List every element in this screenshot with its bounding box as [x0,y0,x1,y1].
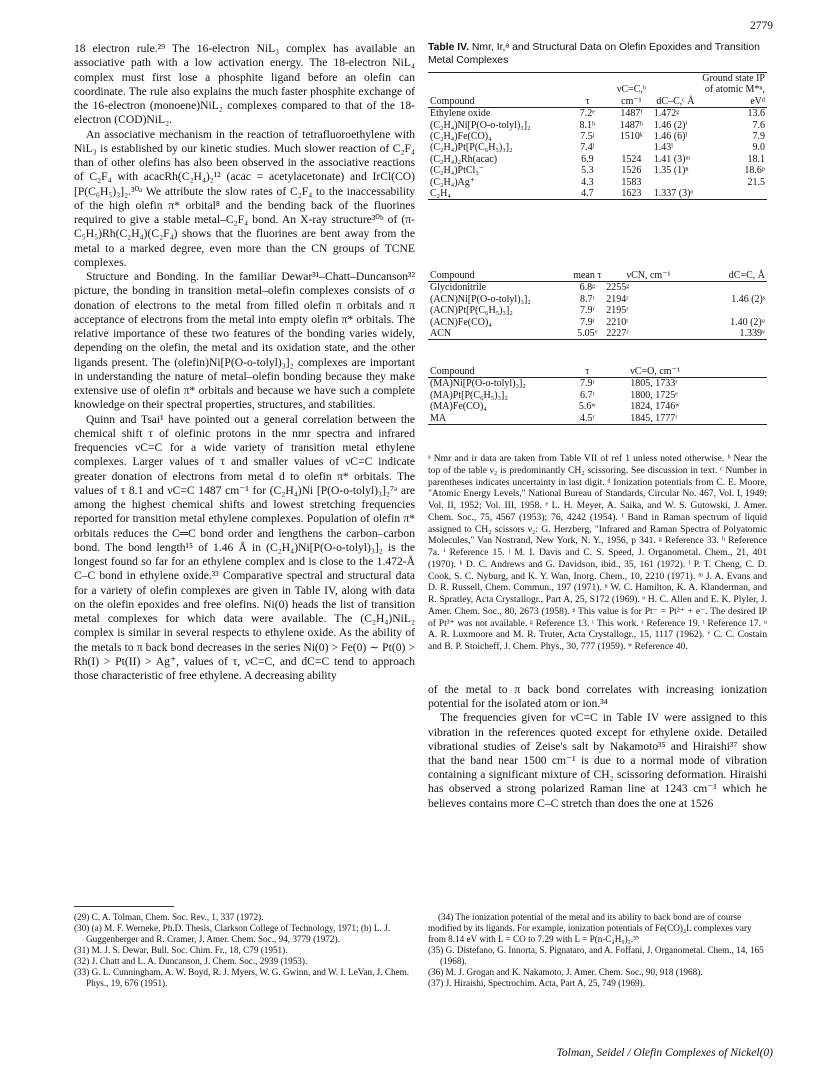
table-cell: (C₂H₄)Fe(CO)₄ [430,131,492,143]
table-cell: (MA)Fe(CO)₄ [430,401,487,413]
footnote-rule [74,906,174,907]
table-cell: 1.46 (2)ⁱ [653,119,688,131]
reference: (33) G. L. Cunningham, A. W. Boyd, R. J. Myers, W. G. Gwinn, and W. I. LeVan, J. Chem. Phys., 19, 676 (1951). [74,967,410,988]
table-cell [693,282,767,294]
table-cell: (C₂H₄)₂Rh(acac) [430,153,498,165]
table-row [428,108,767,120]
table-cell: (C₂H₄)Ag⁺ [430,176,476,188]
table-row [428,317,767,328]
table-cell: ACN [428,328,570,340]
table-cell: Glycidonitrile [430,282,487,294]
paragraph: The frequencies given for νC=C in Table IV were assigned to this vibration in the references quoted except for ethylene oxide. Detailed vibrational studies of Zeise's salt by Nakamoto³⁵ and Hiraishi³⁷ show that the band near 1500 cm⁻¹ is due to a normal mode of vibration containing a significant mixture of CH₂ scissoring deformation. Hiraishi has observed a strong polarized Raman line at 1243 cm⁻¹ which he believes contains more C–C stretch than does the one at 1526 [428,711,767,810]
table-cell: 6.9 [581,153,594,165]
table-cell: 21.5 [747,176,765,188]
table-cell: (MA)Ni[P(O-o-tolyl)₃]₂ [430,378,526,390]
table-row [428,305,767,316]
table-cell: 9.0 [752,142,765,154]
table-row [428,413,767,425]
table-cell: 7.2ᵉ [579,108,595,120]
table-cell: (ACN)Ni[P(O-o-tolyl)₃]₂ [430,293,531,305]
table-cell: 7.9ᵗ [580,316,595,328]
table-cell: 7.9 [752,131,765,143]
table-cell: 7.9ʳ [579,378,595,390]
reference: (32) J. Chatt and L. A. Duncanson, J. Chem. Soc., 2939 (1953). [74,956,308,966]
references-right [428,912,767,989]
paragraph: Quinn and Tsai¹ have pointed out a general correlation between the chemical shift τ of olefinic protons in the nmr spectra and infrared frequencies νC=C for a wide variety of transition metal ethylene complexes. Larger values of τ and smaller values of νC=C indicate greater donation of electrons from metal d to olefin π* orbitals. The values of τ 8.1 and νC=C 1487 cm⁻¹ for (C₂H₄)Ni [P(O-o-tolyl)₃]₂⁷ᵃ are among the highest chemical shifts and lowest stretching frequencies reported for transition metal ethylene complexes. Population of olefin π* orbitals reduces the C═C bond order and lengthens the carbon–carbon bond. The bond length¹⁵ of 1.46 Å in (C₂H₄)Ni[P(O-o-tolyl)₃]₂ is the longest found so far for an ethylene complex and is close to the 1.472-Å C–C bond in ethylene oxide.³³ Comparative spectral and structural data for a variety of olefin complexes are given in Table IV, along with data on the olefin epoxides and free olefins. Ni(0) heads the list of transition metal complexes for which data were available. The (C₂H₄)NiL₂ complex is similar in several respects to ethylene oxide. As the ability of the metals to π back bond decreases in the series Ni(0) > Fe(0) ∼ Pt(0) > Rh(I) > Pt(II) > Ag⁺, values of τ, νC=C, and dC=C tend to approach those characteristic of free ethylene. A decreasing ability [74,412,415,682]
col-header: νCN, cm⁻¹ [604,270,692,282]
table-cell: 1.41 (3)ᵐ [653,153,691,165]
table-cell: 7.4ˡ [580,142,595,154]
paragraph: Structure and Bonding. In the familiar Dewar³¹–Chatt–Duncanson³² picture, the bonding in transition metal–olefin complexes consists of σ donation of electrons to the metal from filled olefin π orbitals and π acceptance of electrons from the metal into empty olefin π* orbitals. The relative importance of these two features of the bonding varies widely, depending on the olefin, the metal and its oxidation state, and the other ligands present. The (olefin)Ni[P(O-o-tolyl)₃]₂ complexes are important in understanding the nature of metal–olefin bonding because they make extensive use of olefin π* orbitals and because we have such a complete knowledge on their spectral properties, structures, and stabilities. [74,270,415,412]
table-cell: 1845, 1777ʳ [604,413,767,425]
table-cell: Ethylene oxide [430,108,491,120]
table-cell: (ACN)Fe(CO)₄ [430,316,492,328]
table-cell: 1623 [611,188,652,200]
running-footer: Tolman, Seidel / Olefin Complexes of Nickel(0) [556,1047,773,1059]
col-header: dC=C, Å [693,270,767,282]
reference: (37) J. Hiraishi, Spectrochim. Acta, Part A, 25, 749 (1969). [428,978,645,988]
table-cell: (MA)Pt[P(C₆H₅)₃]₂ [430,389,508,401]
table-cell: 2210ᵗ [606,316,629,328]
reference: (34) The ionization potential of the metal and its ability to back bond are of course modified by its ligands. For example, ionization potentials of Fe(CO)₄L complexes vary from 8.14 eV with L = CO to 7.29 with L = P(n-C₄H₉)₃.³⁵ [428,912,752,944]
table-cell [652,177,699,188]
reference: (31) M. J. S. Dewar, Bull. Soc. Chim. Fr., 18, C79 (1951). [74,945,288,955]
table-cell: 5.3 [581,165,594,177]
table-cell: 18.6ᵖ [744,165,765,177]
col-header: Compound [428,73,564,108]
table-row [428,188,767,200]
reference: (29) C. A. Tolman, Chem. Soc. Rev., 1, 337 (1972). [74,912,264,922]
paragraph: of the metal to π back bond correlates with increasing ionization potential for the isolated atom or ion.³⁴ [428,683,767,711]
table-row [428,154,767,165]
table-row [428,328,767,340]
table-row [428,120,767,131]
table-cell: 1800, 1725ᵉ [630,389,678,401]
paragraph: 18 electron rule.²⁹ The 16-electron NiL₃ complex has available an associative path with a low activation energy. The 18-electron NiL₄ complex must first lose a phosphite ligand before an olefin can coordinate. The rule also explains the much faster phosphite exchange of the 16-electron (monoene)NiL₂ complexes compared to that of the 18-electron (COD)NiL₂. [74,42,415,127]
table-section-3 [428,366,767,425]
col-header: Compound [428,366,570,378]
col-header: νC=O, cm⁻¹ [604,366,767,378]
table-row [428,378,767,390]
table-cell: 1487ᶠ [620,108,643,120]
table-cell: 7.6 [752,119,765,131]
table-cell: 8.1ʰ [579,119,596,131]
table-row [428,294,767,305]
table-cell [693,305,767,316]
table-cell: 1510ᵏ [619,131,643,143]
col-header: dC–C,ᶜ Å [652,73,699,108]
table-cell: 8.7ʳ [579,293,595,305]
table-caption [428,42,767,67]
table-cell: 2255ᵍ [606,282,630,294]
table-row [428,142,767,153]
table-cell: 4.3 [581,176,594,188]
table-section-1 [428,72,767,200]
table-cell: 1487ʰ [619,119,644,131]
table-cell: 1.46 (6)ˡ [653,131,688,143]
table-cell: (C₂H₄)Ni[P(O-o-tolyl)₃]₂ [430,119,531,131]
left-column [74,42,415,683]
table-cell: (ACN)Pt[P(C₆H₅)₃]₂ [430,305,513,317]
table-cell: 1583 [621,176,642,188]
table-cell: 13.6 [747,108,765,120]
col-header: Ground state IP of atomic M*ⁿ, eVᵈ [699,73,767,108]
table-footnotes: ᵃ Nmr and ir data are taken from Table VII of ref 1 unless noted otherwise. ᵇ Near the top of the table ν₂ is predominantly CH₂ scissoring. See discussion in text. ᶜ Number in parentheses indicates uncertainty in last digit. ᵈ Ionization potentials from C. E. Moore, "Atomic Energy Levels," National Bureau of Standards, Circular No. 467, Vol. I, 1949; Vol. II, 1952; Vol. III, 1958. ᵉ L. H. Meyer, A. Saika, and W. S. Gutowski, J. Amer. Chem. Soc., 75, 4567 (1953); 76, 4242 (1954). ᶠ Band in Raman spectrum of liquid assigned to CH₂ scissors ν₂: G. Herzberg, "Infrared and Raman Spectra of Polyatomic Molecules," Van Nostrand, New York, N. Y., 1956, p 341. ᵍ Reference 33. ʰ Reference 7a. ⁱ Reference 15. ʲ M. I. Davis and C. S. Speed, J. Organometal. Chem., 21, 401 (1970). ᵏ D. C. Andrews and G. Davidson, ibid., 35, 161 (1972). ˡ P. T. Cheng, C. D. Cook, S. C. Nyburg, and K. Y. Wan, Inorg. Chem., 10, 2210 (1971). ᵐ J. A. Evans and D. R. Russell, Chem. Commun., 197 (1971). ⁿ W. C. Hamilton, K. A. Klanderman, and R. Spratley, Acta Crystallogr., Part A, 25, S172 (1969). ᵒ H. C. Allen and E. K. Plyler, J. Amer. Chem. Soc., 80, 2673 (1958). ᵖ This value is for Pt⁻ = Pt²⁺ + e⁻. The desired IP of Pt³⁺ was not available. ᵍ Reference 13. ʳ This work. ˢ Reference 19. ᵗ Reference 17. ᵘ A. R. Luxmoore and M. R. Truter, Acta Crystallogr., 15, 1117 (1962). ᵛ C. C. Costain and B. P. Stoicheff, J. Chem. Phys., 30, 777 (1959). ʷ Reference 40. [428,453,767,652]
table-cell: 4.7 [564,188,611,200]
table-cell: 1526 [621,165,642,177]
table-cell: 1.472ᵍ [653,108,680,120]
table-row [428,282,767,294]
table-cell: 1.46 (2)ˢ [731,293,765,305]
table-cell [699,188,767,200]
paragraph: An associative mechanism in the reaction of tetrafluoroethylene with NiL₃ is established by our kinetic studies. Much slower reaction of C₂F₄ than of other olefins has also been observed in the associative reactions of C₂F₄ with acacRh(C₂H₄)₂¹² (acac = acetylacetonate) and IrCl(CO)[P(C₆H₅)₃]₂.³⁰ᵃ We attribute the slow rates of C₂F₄ to the inaccessability of the high olefin π* orbital⁸ and the bending back of the fluorines required to give a stable metal–C₂F₄ bond. An X-ray structure³⁰ᵇ of (π-C₅H₅)Rh(C₂H₄)(C₂F₄) shows that the fluorines are bent away from the metal to a marked degree, even more than the CN groups of TCNE complexes. [74,127,415,269]
reference: (35) G. Distefano, G. Innorta, S. Pignataro, and A. Foffani, J. Organometal. Chem., 14, 165 (1968). [428,945,764,966]
table-cell: MA [428,413,570,425]
col-header: τ [564,73,611,108]
table-cell: 1.40 (2)ᵘ [730,316,765,328]
table-row [428,177,767,188]
table-cell: 1.35 (1)ⁿ [653,165,689,177]
table-cell: 1.337 (3)ᵒ [652,188,699,200]
page-number: 2779 [750,20,773,32]
table-cell: C₂H₄ [428,188,564,200]
table-row [428,131,767,142]
table-cell: (C₂H₄)PtCl₃⁻ [430,165,485,177]
table-cell: 1.43ˡ [653,142,673,154]
table-cell: 7.5ʲ [580,131,595,143]
right-column [428,683,767,811]
table-cell: 5.6ʷ [578,401,596,413]
table-row [428,165,767,176]
table-cell: 7.9ʳ [579,305,595,317]
col-header: τ [570,366,604,378]
table-cell: 6.7ʳ [579,389,595,401]
col-header: νC=C,ᵇ cm⁻¹ [611,73,652,108]
table-cell: 2194ʳ [606,293,629,305]
table-cell: 6.8ᵍ [579,282,596,294]
reference: (36) M. J. Grogan and K. Nakamoto, J. Amer. Chem. Soc., 90, 918 (1968). [428,967,703,977]
col-header: Compound [428,270,570,282]
table-row [428,401,767,412]
table-cell: (C₂H₄)Pt[P(C₆H₅)₃]₂ [430,142,513,154]
table-cell: 1805, 1733ʳ [630,378,678,390]
table-cell: 1524 [621,153,642,165]
table-label: Table IV. [428,42,470,53]
table-cell: 5.05ᵛ [570,328,604,340]
table-section-2 [428,270,767,340]
reference: (30) (a) M. F. Werneke, Ph.D. Thesis, Clarkson College of Technology, 1971; (b) L. J. Guggenberger and R. Cramer, J. Amer. Chem. Soc., 94, 3779 (1972). [74,923,390,944]
table-cell: 2227ʳ [604,328,692,340]
table-title: Nmr, Ir,ᵃ and Structural Data on Olefin Epoxides and Transition Metal Complexes [428,42,760,66]
table-cell: 18.1 [747,153,765,165]
table-cell: 4.5ʳ [570,413,604,425]
references-left [74,912,415,989]
table-cell: 1.339ᵛ [693,328,767,340]
table-row [428,390,767,401]
table-cell: 1824, 1746ʷ [630,401,680,413]
table-cell [611,142,652,153]
table-cell: 2195ʳ [606,305,629,317]
col-header: mean τ [570,270,604,282]
